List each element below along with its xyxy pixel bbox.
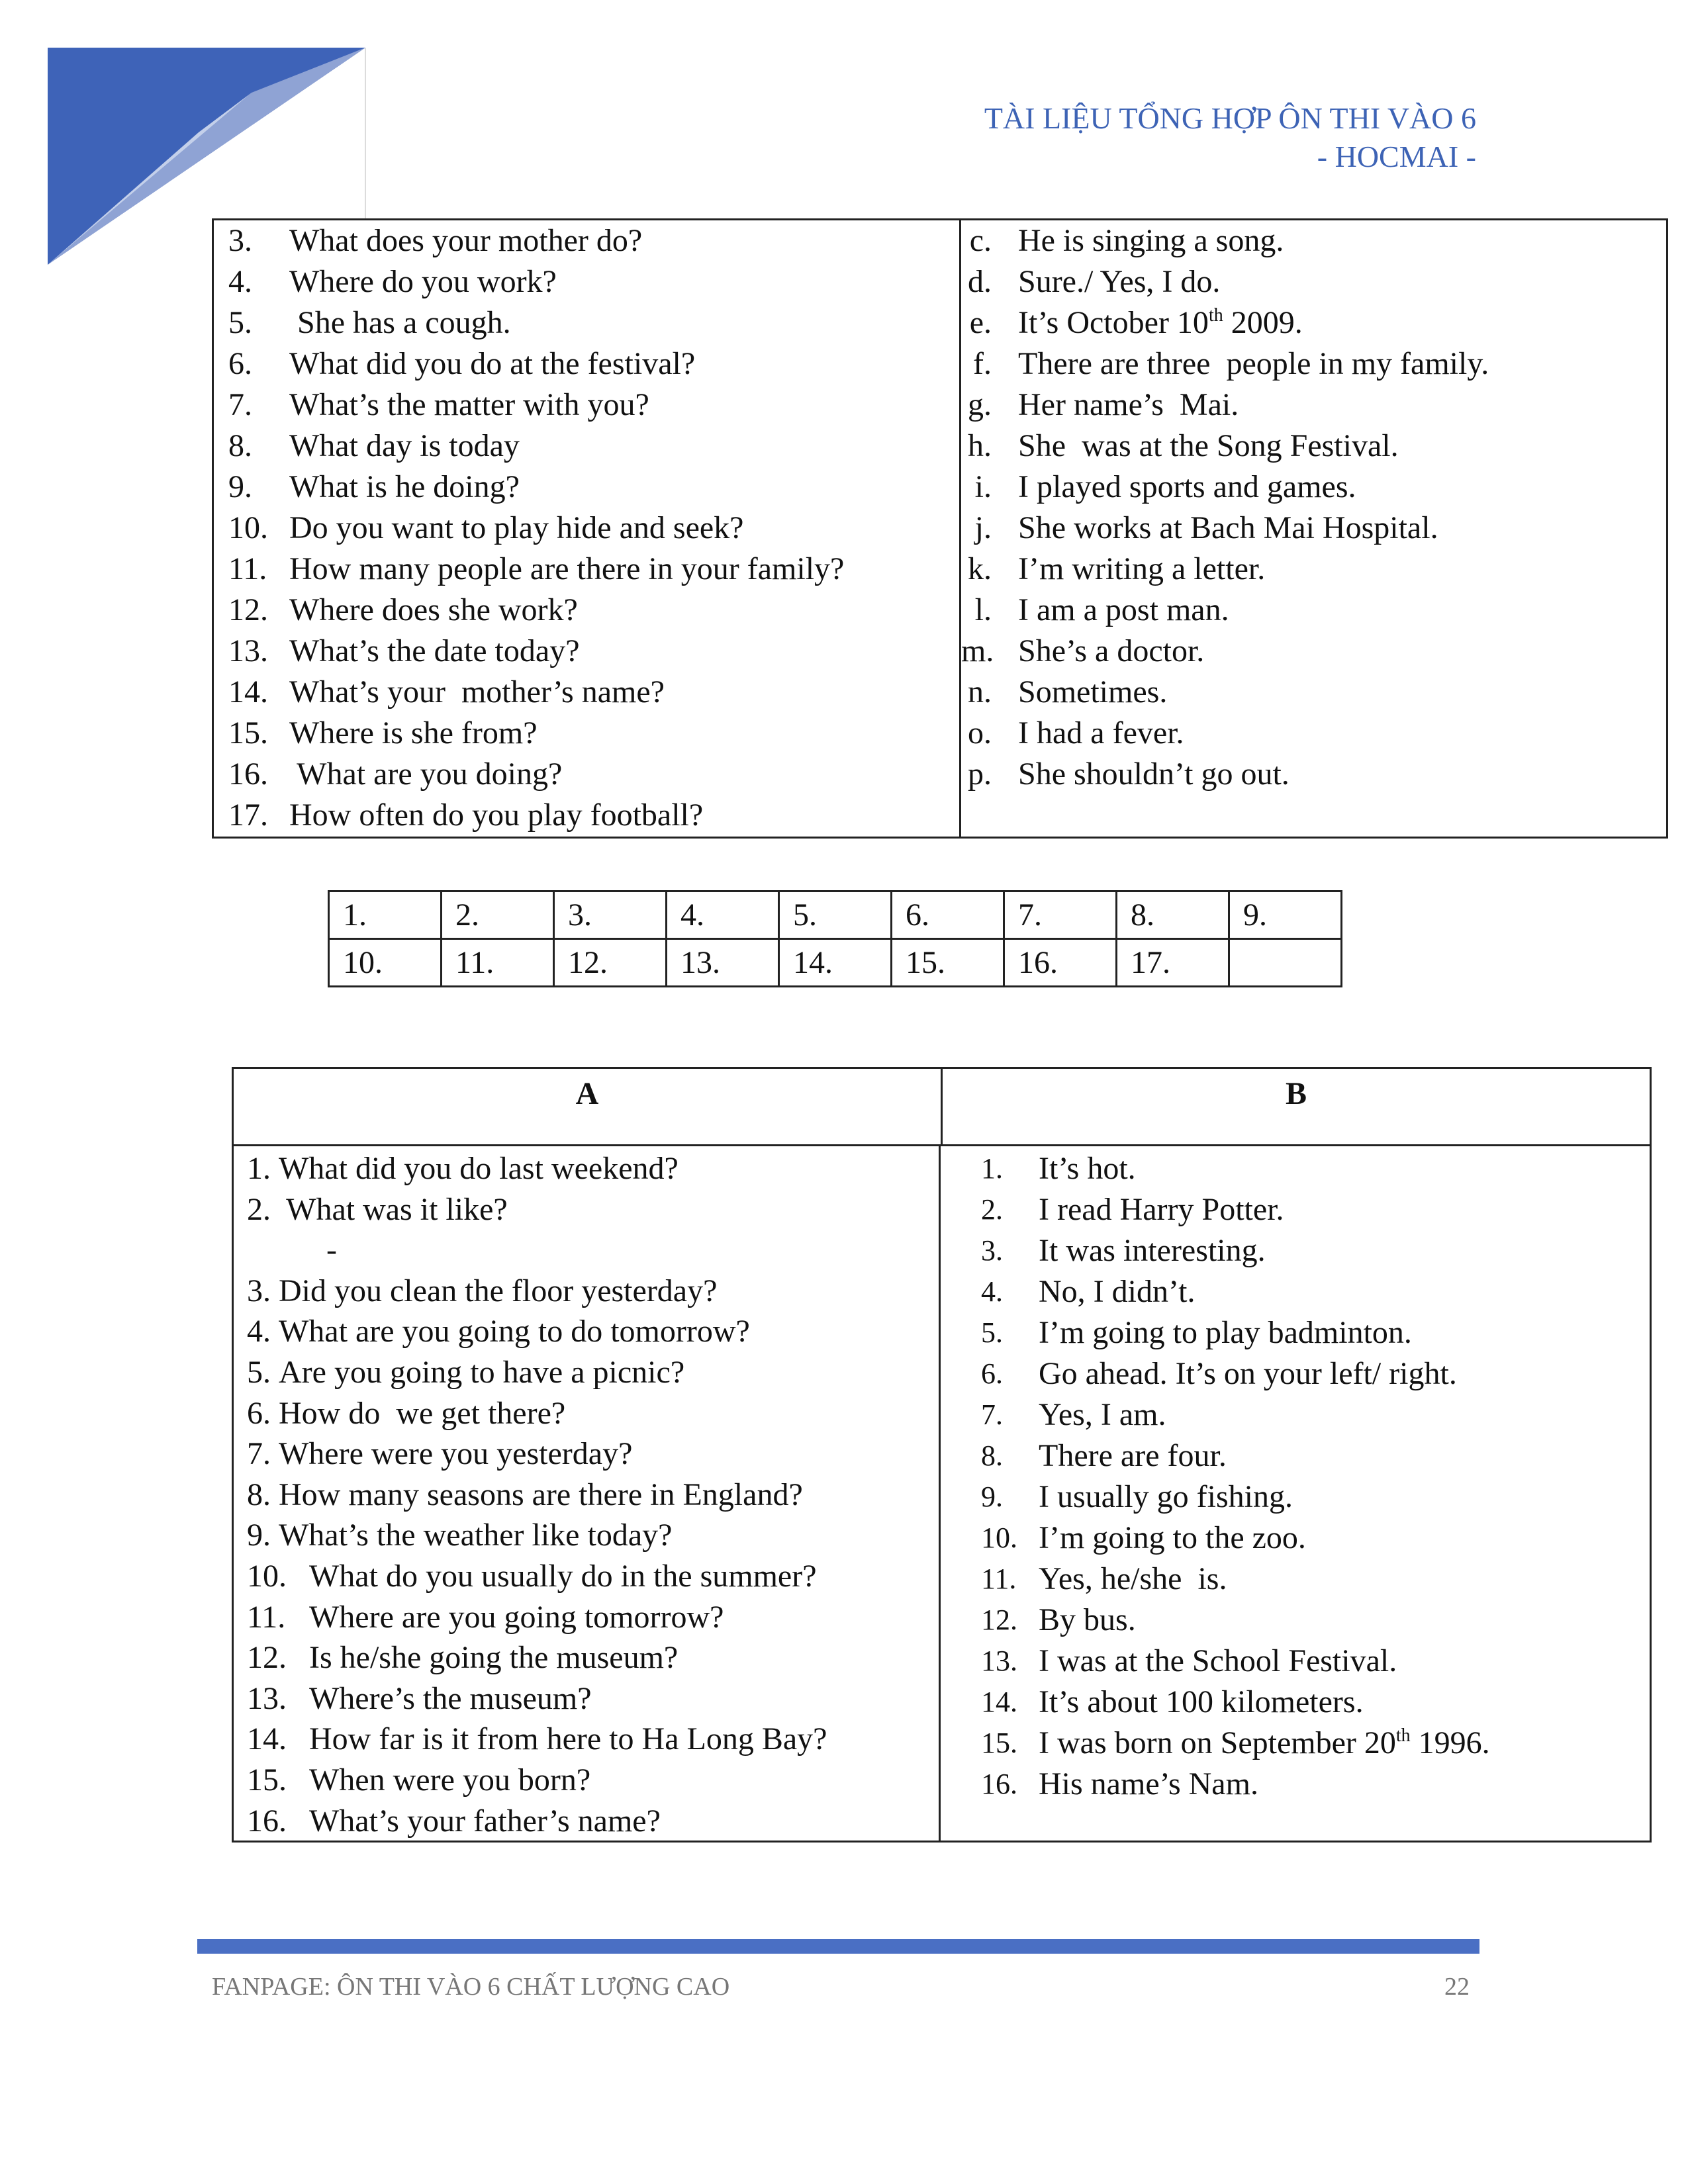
page-footer	[212, 1972, 1470, 2001]
list-item	[943, 1518, 1650, 1559]
item-text-main: No, I didn’t.	[1039, 1274, 1196, 1309]
list-item	[247, 1556, 939, 1597]
item-text-main: How many people are there in your family?	[289, 551, 845, 586]
answer-cell[interactable]: 6.	[892, 891, 1004, 939]
item-number: l.	[974, 592, 992, 627]
item-text-main: I’m going to play badminton.	[1039, 1315, 1412, 1350]
item-text	[279, 1393, 565, 1434]
list-item	[943, 1148, 1650, 1189]
item-text-main: She has a cough.	[289, 305, 511, 340]
item-number: 1.	[247, 1151, 271, 1186]
list-item	[961, 754, 1666, 795]
item-text-main: It’s hot.	[1039, 1151, 1136, 1186]
item-text-main: What’s your father’s name?	[309, 1803, 661, 1839]
item-text-main: What is he doing?	[289, 469, 520, 504]
item-text	[1039, 1353, 1457, 1394]
item-number: 9.	[247, 1518, 271, 1553]
answer-cell[interactable]: 17.	[1117, 939, 1229, 987]
answer-cell[interactable]: 1.	[329, 891, 442, 939]
list-item	[943, 1189, 1650, 1230]
list-item	[961, 385, 1666, 426]
item-text	[1039, 1435, 1227, 1477]
item-number: 7.	[981, 1398, 1003, 1431]
item-text-main: He is singing a song.	[1018, 223, 1284, 258]
item-text	[279, 1433, 632, 1475]
item-text	[279, 1515, 672, 1556]
answer-cell[interactable]: 9.	[1229, 891, 1342, 939]
superscript: th	[1395, 1725, 1411, 1746]
item-text	[289, 261, 557, 302]
item-text	[1018, 385, 1239, 426]
list-item	[214, 508, 959, 549]
answer-cell[interactable]: 4.	[667, 891, 779, 939]
item-number: 6.	[228, 346, 252, 381]
item-text-main: I had a fever.	[1018, 715, 1184, 751]
list-item	[961, 713, 1666, 754]
item-text	[289, 508, 743, 549]
item-text	[279, 1230, 337, 1271]
item-text-main: What day is today	[289, 428, 520, 463]
list-item	[943, 1312, 1650, 1353]
list-item	[214, 590, 959, 631]
page-header	[984, 99, 1476, 176]
item-number: 16.	[247, 1803, 287, 1839]
item-number: 6.	[247, 1395, 271, 1431]
item-text-main: Did you clean the floor yesterday?	[279, 1273, 718, 1308]
item-number: 7.	[228, 387, 252, 422]
item-number: i.	[974, 469, 992, 504]
item-number: k.	[968, 551, 992, 586]
item-number: g.	[968, 387, 992, 422]
item-text	[289, 385, 649, 426]
item-text-main: I was born on September 20	[1039, 1725, 1396, 1760]
answer-cell[interactable]: 10.	[329, 939, 442, 987]
list-item	[943, 1764, 1650, 1805]
item-number: 12.	[228, 592, 268, 627]
item-number: p.	[968, 756, 992, 792]
item-text-main: Go ahead. It’s on your left/ right.	[1039, 1356, 1457, 1391]
item-text-main: Is he/she going the museum?	[309, 1640, 679, 1676]
list-item	[214, 343, 959, 385]
item-text-main: Yes, he/she is.	[1039, 1561, 1227, 1596]
item-text-main: I’m going to the zoo.	[1039, 1520, 1306, 1555]
list-item	[961, 508, 1666, 549]
list-item	[943, 1394, 1650, 1435]
item-text	[1018, 549, 1265, 590]
questions-list	[214, 220, 959, 836]
item-number: 5.	[247, 1354, 271, 1390]
item-text-main: What’s the matter with you?	[289, 387, 649, 422]
column-a	[234, 1146, 941, 1841]
item-number: d.	[968, 264, 992, 299]
list-item	[247, 1311, 939, 1352]
item-text	[1039, 1394, 1166, 1435]
list-item	[214, 795, 959, 836]
list-item	[943, 1600, 1650, 1641]
item-text	[1018, 426, 1399, 467]
item-text-main: Her name’s Mai.	[1018, 387, 1239, 422]
item-text	[1039, 1764, 1258, 1805]
item-text	[289, 795, 703, 836]
item-text-main: Sure./ Yes, I do.	[1018, 264, 1221, 299]
item-text-main: I read Harry Potter.	[1039, 1192, 1284, 1227]
item-number: 6.	[981, 1357, 1003, 1390]
item-text-main: Where does she work?	[289, 592, 578, 627]
item-number: 11.	[981, 1563, 1017, 1595]
item-number: 13.	[981, 1645, 1017, 1677]
list-item	[961, 302, 1666, 343]
item-text	[289, 549, 844, 590]
item-text-main: His name’s Nam.	[1039, 1766, 1258, 1801]
item-text-main: How many seasons are there in England?	[279, 1477, 803, 1512]
item-text	[1039, 1682, 1364, 1723]
item-number: 13.	[228, 633, 268, 668]
item-text-after: 2009.	[1223, 305, 1303, 340]
item-number: 4.	[247, 1314, 271, 1349]
item-number: 14.	[247, 1721, 287, 1757]
list-item	[943, 1477, 1650, 1518]
item-text-main: It’s October 10	[1018, 305, 1209, 340]
item-number: 16.	[228, 756, 268, 792]
answer-cell[interactable]: 2.	[442, 891, 554, 939]
item-text	[1018, 467, 1356, 508]
item-number: 13.	[247, 1680, 287, 1716]
item-text	[1018, 302, 1303, 343]
item-text	[289, 713, 538, 754]
item-text-main: What did you do last weekend?	[279, 1151, 679, 1186]
item-text	[309, 1637, 678, 1678]
list-item	[214, 220, 959, 261]
item-number: 14.	[228, 674, 268, 709]
item-text-main: Sometimes.	[1018, 674, 1168, 709]
answer-row	[329, 939, 1342, 987]
answer-cell[interactable]: 12.	[554, 939, 667, 987]
item-text-main: I played sports and games.	[1018, 469, 1356, 504]
list-item	[247, 1475, 939, 1516]
questions-column	[214, 220, 961, 837]
item-number: 3.	[981, 1234, 1003, 1267]
item-text	[289, 631, 580, 672]
item-text-main: I’m writing a letter.	[1018, 551, 1266, 586]
item-number: 11.	[247, 1599, 286, 1635]
item-text-main: There are three people in my family.	[1018, 346, 1489, 381]
answer-grid	[328, 890, 1342, 987]
list-item	[961, 426, 1666, 467]
item-number: 10.	[247, 1558, 287, 1594]
list-item	[247, 1719, 939, 1760]
item-text	[289, 343, 695, 385]
item-text	[1018, 754, 1289, 795]
item-text	[1039, 1230, 1266, 1271]
item-text	[309, 1678, 592, 1719]
item-number: e.	[969, 305, 992, 340]
item-number: 5.	[228, 305, 252, 340]
item-number	[247, 1230, 279, 1271]
item-number: 4.	[228, 264, 252, 299]
item-text-main: How do we get there?	[279, 1395, 566, 1431]
table-header	[234, 1069, 1650, 1146]
item-text	[289, 302, 511, 343]
item-number: h.	[968, 428, 992, 463]
list-item	[214, 713, 959, 754]
item-text	[1039, 1477, 1293, 1518]
item-text-main: She was at the Song Festival.	[1018, 428, 1399, 463]
list-item	[247, 1393, 939, 1434]
item-text-main: What did you do at the festival?	[289, 346, 696, 381]
answer-cell[interactable]: 14.	[779, 939, 892, 987]
item-text	[1018, 590, 1229, 631]
list-item	[961, 343, 1666, 385]
item-text-main: What’s the date today?	[289, 633, 580, 668]
list-item	[961, 549, 1666, 590]
item-text	[309, 1597, 724, 1638]
list-item	[943, 1559, 1650, 1600]
item-number: 1.	[981, 1152, 1003, 1185]
item-number: 10.	[981, 1522, 1017, 1554]
item-text	[279, 1352, 684, 1393]
item-text-main: Where were you yesterday?	[279, 1436, 633, 1472]
item-text	[289, 672, 665, 713]
list-item	[961, 467, 1666, 508]
superscript: th	[1208, 305, 1223, 326]
item-number: 2.	[247, 1191, 271, 1227]
item-text-main: What do you usually do in the summer?	[309, 1558, 817, 1594]
item-number: 5.	[981, 1316, 1003, 1349]
answers-list	[961, 220, 1666, 795]
item-text-main: Are you going to have a picnic?	[279, 1354, 685, 1390]
list-item	[247, 1189, 939, 1230]
list-item	[943, 1271, 1650, 1312]
item-text-main: I usually go fishing.	[1039, 1479, 1293, 1514]
page-number: 22	[1444, 1973, 1470, 2001]
list-item	[961, 261, 1666, 302]
list-item	[247, 1597, 939, 1638]
list-item	[943, 1435, 1650, 1477]
answer-cell[interactable]: 13.	[667, 939, 779, 987]
list-item	[961, 672, 1666, 713]
answers-column	[961, 220, 1666, 837]
item-text-main: What’s the weather like today?	[279, 1518, 673, 1553]
list-item	[943, 1230, 1650, 1271]
item-text-main: What’s your mother’s name?	[289, 674, 665, 709]
item-text-main: What was it like?	[279, 1191, 508, 1227]
column-a-list	[247, 1148, 939, 1841]
item-text	[1039, 1723, 1490, 1764]
footer-fanpage: FANPAGE: ÔN THI VÀO 6 CHẤT LƯỢNG CAO	[212, 1973, 730, 2001]
list-item	[214, 467, 959, 508]
item-number: 11.	[228, 551, 267, 586]
item-text	[1039, 1148, 1136, 1189]
item-text-main: How often do you play football?	[289, 797, 704, 833]
list-item	[943, 1641, 1650, 1682]
item-number: 7.	[247, 1436, 271, 1472]
item-text-main: I am a post man.	[1018, 592, 1229, 627]
item-text-main: By bus.	[1039, 1602, 1136, 1637]
item-text	[289, 426, 520, 467]
list-item	[961, 590, 1666, 631]
item-text	[1039, 1271, 1195, 1312]
list-item	[214, 385, 959, 426]
list-item	[961, 220, 1666, 261]
answer-cell[interactable]: 7.	[1004, 891, 1117, 939]
item-text	[279, 1271, 717, 1312]
item-number: c.	[969, 223, 992, 258]
item-text	[1018, 672, 1167, 713]
item-number: 17.	[228, 797, 268, 833]
item-text	[279, 1189, 508, 1230]
header-title: TÀI LIỆU TỔNG HỢP ÔN THI VÀO 6	[984, 101, 1476, 135]
item-number: 3.	[247, 1273, 271, 1308]
item-text	[289, 590, 578, 631]
item-text	[309, 1801, 661, 1842]
item-text-main: What are you doing?	[289, 756, 563, 792]
list-item	[214, 631, 959, 672]
item-text-main: Where do you work?	[289, 264, 557, 299]
item-text	[1039, 1189, 1284, 1230]
item-text	[289, 220, 642, 261]
item-text	[1018, 508, 1438, 549]
item-text	[1018, 713, 1184, 754]
item-number: m.	[961, 633, 994, 668]
column-b-header: B	[1285, 1076, 1307, 1111]
item-text	[1018, 220, 1284, 261]
answer-cell[interactable]	[1229, 939, 1342, 987]
item-text	[309, 1719, 827, 1760]
item-text-main: What are you going to do tomorrow?	[279, 1314, 750, 1349]
matching-table-2	[232, 1067, 1652, 1843]
item-text	[279, 1311, 750, 1352]
list-item	[247, 1352, 939, 1393]
answer-cell[interactable]: 15.	[892, 939, 1004, 987]
item-text-main: She’s a doctor.	[1018, 633, 1205, 668]
list-item	[214, 302, 959, 343]
item-text-main: What does your mother do?	[289, 223, 643, 258]
item-text-main: Where’s the museum?	[309, 1680, 592, 1716]
list-item	[214, 672, 959, 713]
item-text	[279, 1148, 679, 1189]
item-text-main: She shouldn’t go out.	[1018, 756, 1289, 792]
list-item	[247, 1230, 939, 1271]
item-number: 16.	[981, 1768, 1017, 1800]
item-text	[1018, 261, 1220, 302]
item-text-main: -	[279, 1232, 337, 1268]
answer-row	[329, 891, 1342, 939]
list-item	[214, 261, 959, 302]
item-number: 8.	[981, 1439, 1003, 1472]
answer-cell[interactable]: 16.	[1004, 939, 1117, 987]
answer-cell[interactable]: 3.	[554, 891, 667, 939]
item-number: o.	[968, 715, 992, 751]
answer-cell[interactable]: 8.	[1117, 891, 1229, 939]
list-item	[943, 1353, 1650, 1394]
column-b	[943, 1146, 1650, 1841]
footer-divider	[197, 1939, 1479, 1954]
list-item	[247, 1637, 939, 1678]
item-number: 9.	[228, 469, 252, 504]
item-text	[279, 1475, 803, 1516]
list-item	[943, 1723, 1650, 1764]
item-text	[1039, 1518, 1306, 1559]
list-item	[214, 426, 959, 467]
item-text-main: How far is it from here to Ha Long Bay?	[309, 1721, 827, 1757]
item-text-main: She works at Bach Mai Hospital.	[1018, 510, 1438, 545]
item-number: j.	[974, 510, 992, 545]
item-number: 8.	[228, 428, 252, 463]
list-item	[247, 1433, 939, 1475]
item-text	[1039, 1641, 1397, 1682]
list-item	[247, 1515, 939, 1556]
item-text	[1039, 1600, 1136, 1641]
item-text-main: When were you born?	[309, 1762, 591, 1797]
list-item	[943, 1682, 1650, 1723]
list-item	[247, 1760, 939, 1801]
column-a-header: A	[234, 1069, 943, 1144]
item-number: 8.	[247, 1477, 271, 1512]
item-number: 12.	[981, 1604, 1017, 1636]
item-text-main: It’s about 100 kilometers.	[1039, 1684, 1364, 1719]
item-text-main: Where is she from?	[289, 715, 538, 751]
list-item	[247, 1801, 939, 1842]
list-item	[247, 1271, 939, 1312]
item-text	[309, 1556, 817, 1597]
item-number: 9.	[981, 1480, 1003, 1513]
item-text-main: Yes, I am.	[1039, 1397, 1166, 1432]
item-text	[309, 1760, 590, 1801]
matching-table-1	[212, 218, 1668, 839]
list-item	[214, 754, 959, 795]
item-number: 10.	[228, 510, 268, 545]
list-item	[247, 1148, 939, 1189]
item-number: 4.	[981, 1275, 1003, 1308]
list-item	[247, 1678, 939, 1719]
answer-cell[interactable]: 5.	[779, 891, 892, 939]
list-item	[214, 549, 959, 590]
item-number: 15.	[228, 715, 268, 751]
item-text	[1018, 631, 1204, 672]
item-number: 15.	[247, 1762, 287, 1797]
header-subtitle: - HOCMAI -	[1317, 140, 1476, 173]
item-number: 12.	[247, 1640, 287, 1676]
item-text-after: 1996.	[1410, 1725, 1490, 1760]
item-number: n.	[968, 674, 992, 709]
answer-cell[interactable]: 11.	[442, 939, 554, 987]
item-number: 2.	[981, 1193, 1003, 1226]
item-number: 3.	[228, 223, 252, 258]
item-text	[1039, 1312, 1412, 1353]
item-text	[1039, 1559, 1227, 1600]
item-text-main: There are four.	[1039, 1438, 1227, 1473]
item-text-main: Where are you going tomorrow?	[309, 1599, 724, 1635]
column-b-list	[943, 1148, 1650, 1805]
item-text	[289, 754, 562, 795]
item-number: 15.	[981, 1727, 1017, 1759]
item-text	[1018, 343, 1489, 385]
item-text-main: It was interesting.	[1039, 1233, 1266, 1268]
list-item	[961, 631, 1666, 672]
item-text-main: Do you want to play hide and seek?	[289, 510, 744, 545]
item-text-main: I was at the School Festival.	[1039, 1643, 1397, 1678]
item-text	[289, 467, 520, 508]
item-number: 14.	[981, 1686, 1017, 1718]
item-number: f.	[973, 346, 992, 381]
